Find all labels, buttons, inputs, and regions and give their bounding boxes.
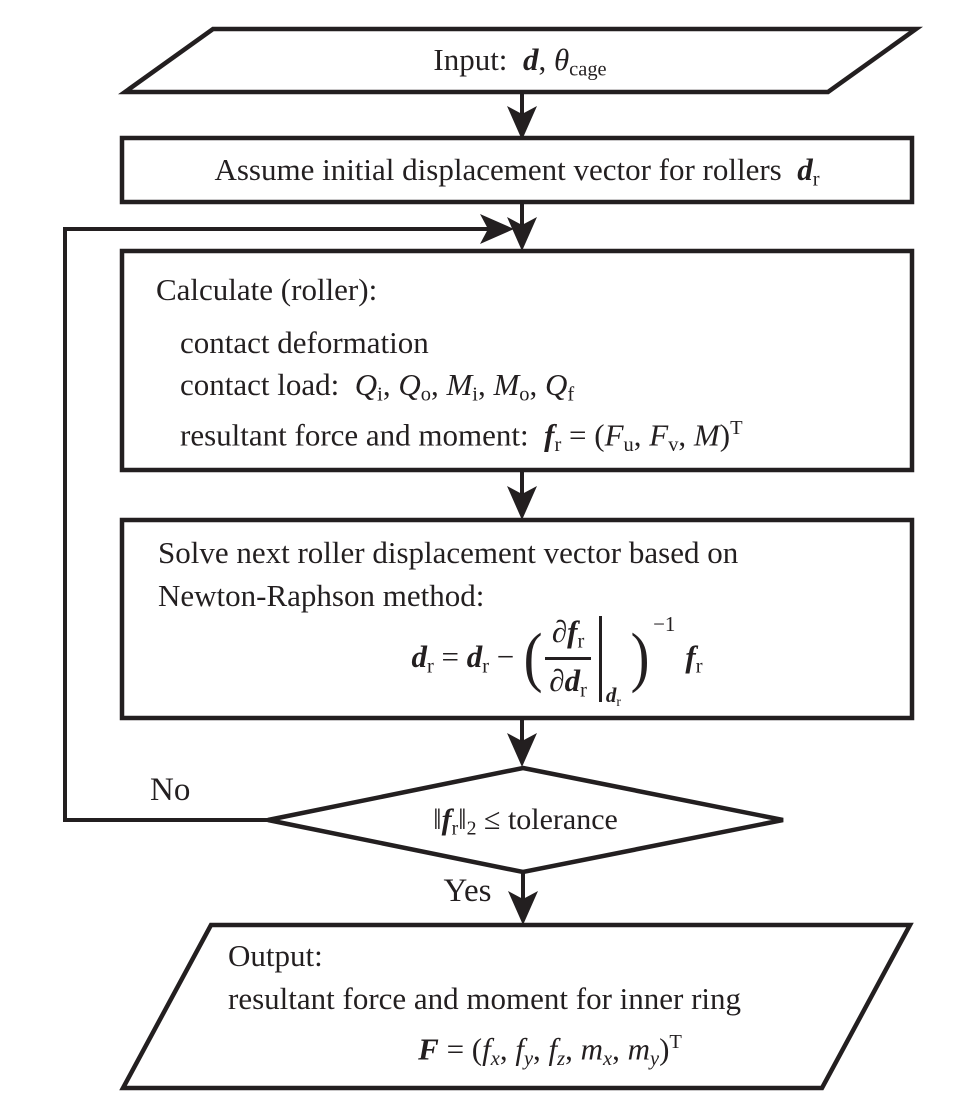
no-branch-label: No (150, 772, 191, 808)
fraction-numerator: ∂fr (551, 614, 585, 653)
inverse-exponent: −1 (653, 612, 676, 636)
output-title: Output: (228, 938, 323, 973)
newton-raphson-formula (411, 612, 703, 709)
solve-line-2: Newton-Raphson method: (158, 578, 485, 613)
yes-branch-label: Yes (443, 873, 492, 909)
input-label: Input: d, θcage (433, 42, 607, 81)
solve-line-1: Solve next roller displacement vector based on (158, 535, 739, 570)
fraction-denominator: ∂dr (545, 657, 591, 703)
assume-label: Assume initial displacement vector for rollers dr (214, 152, 820, 191)
newton-raphson-formula-row (122, 612, 912, 709)
formula-lhs: dr = dr − (411, 638, 523, 678)
jacobian-fraction (545, 614, 591, 703)
calculate-line-resultant: resultant force and moment: fr = (Fu, Fv, M)$^T$ (180, 417, 743, 456)
formula-tail: fr (685, 638, 703, 678)
calculate-line-load: contact load: Qi, Qo, Mi, Mo, Qf (180, 367, 575, 406)
decision-label: ‖fr‖2 ≤ tolerance (433, 803, 618, 840)
output-formula: F = (fx, fy, fz, mx, my)$^T$ (418, 1031, 682, 1070)
evaluated-at-bar (599, 616, 629, 709)
calculate-title: Calculate (roller): (156, 272, 378, 307)
evaluated-at-subscript: dr (605, 682, 621, 709)
paren-open: ( (523, 621, 543, 695)
calculate-line-deformation: contact deformation (180, 325, 429, 360)
output-line-resultant: resultant force and moment for inner ring (228, 981, 742, 1016)
paren-close: ) (630, 621, 650, 695)
